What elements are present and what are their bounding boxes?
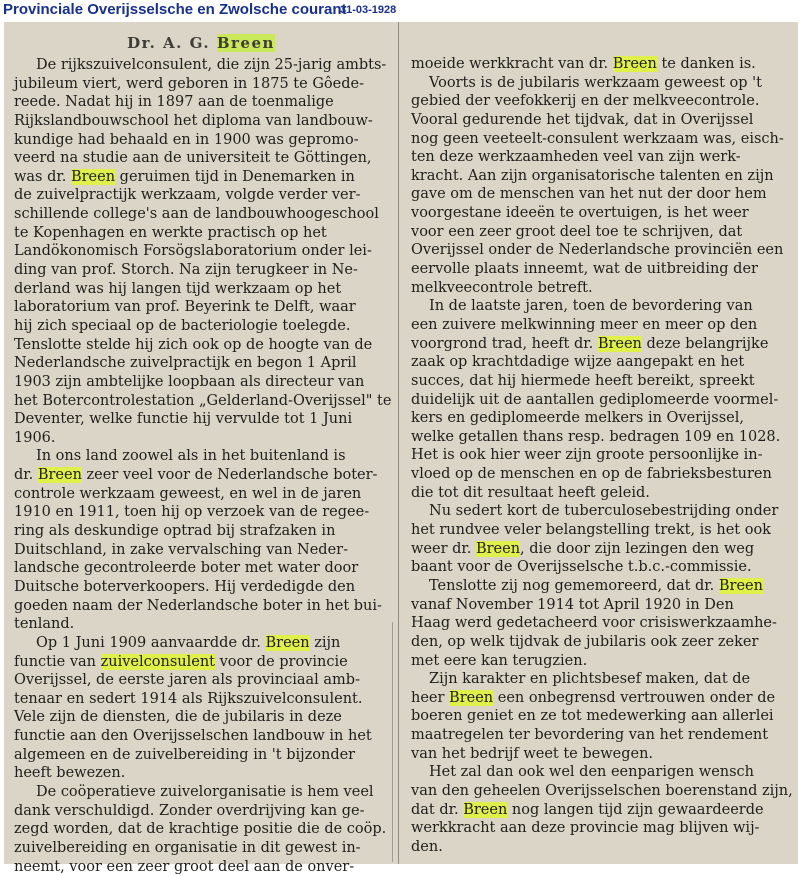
line-text: deze belangrijke <box>641 335 769 352</box>
text-line: welke getallen thans resp. bedragen 109 en 1028. <box>411 428 781 445</box>
text-line: maatregelen ter bevordering van het rendement <box>411 727 769 744</box>
line-text: dat dr. <box>411 801 464 818</box>
text-line: jubileum viert, werd geboren in 1875 te Gôede- <box>14 75 364 92</box>
article-column-left <box>4 22 398 875</box>
text-line: In de laatste jaren, toen de bevordering van <box>429 298 753 315</box>
text-line <box>399 55 798 74</box>
text-line: vanaf November 1914 tot April 1920 in Den <box>411 596 734 613</box>
text-line <box>399 801 798 820</box>
text-line: die tot dit resultaat heeft geleid. <box>411 484 650 501</box>
line-text: zijn <box>309 634 341 651</box>
text-line: Overijssel, de eerste jaren als provinciaal amb- <box>14 672 360 689</box>
text-line: tenaar en sedert 1914 als Rijkszuivelconsulent. <box>14 690 363 707</box>
newspaper-banner <box>0 0 800 22</box>
text-line: In ons land zoowel als in het buitenland is <box>36 448 346 465</box>
text-line: den. <box>411 838 443 855</box>
text-line: neemt, voor een zeer groot deel aan de onver- <box>14 858 355 875</box>
text-line: Vooral gedurende het tijdvak, dat in Overijssel <box>411 111 754 128</box>
text-line <box>399 540 798 559</box>
text-line: schillende college's aan de landbouwhoogeschool <box>14 206 379 223</box>
line-text: , die door zijn lezingen den weg <box>520 540 755 557</box>
text-line: veerd na studie aan de universiteit te Göttingen, <box>14 150 372 167</box>
line-text: functie van <box>14 653 101 670</box>
text-line: reede. Nadat hij in 1897 aan de toenmalige <box>14 94 334 111</box>
text-line: boeren geniet en ze tot medewerking aan allerlei <box>411 708 774 725</box>
highlighted-term: Breen <box>718 577 763 594</box>
text-line <box>4 634 398 653</box>
text-line: voorgestane ideeën te overtuigen, is het weer <box>411 205 749 222</box>
text-line: nog geen veeteelt-consulent werkzaam was, eisch- <box>411 130 784 147</box>
text-line: van het bedrijf weet te bewegen. <box>411 745 654 762</box>
text-line: Zijn karakter en plichtsbesef maken, dat de <box>429 671 751 688</box>
line-text: een onbegrensd vertrouwen onder de <box>493 689 776 706</box>
text-line: voor een zeer groot deel toe te schrijven, dat <box>411 223 743 240</box>
text-line: 1910 en 1911, toen hij op verzoek van de regee- <box>14 504 370 521</box>
line-text: Op 1 Juni 1909 aanvaardde dr. <box>36 634 266 651</box>
text-line: derland was hij langen tijd werkzaam op het <box>14 280 342 297</box>
text-line: zaak op krachtdadige wijze aangepakt en het <box>411 354 745 371</box>
text-line: landsche gecontroleerde boter met water door <box>14 560 359 577</box>
highlighted-term: Breen <box>70 168 116 185</box>
text-line: De coöperatieve zuivelorganisatie is hem veel <box>36 783 374 800</box>
text-line: succes, dat hij hiermede heeft bereikt, spreekt <box>411 372 755 389</box>
line-text: Tenslotte zij nog gememoreerd, dat dr. <box>429 577 719 594</box>
text-line: te Kopenhagen en werkte practisch op het <box>14 224 327 241</box>
text-line: de zuivelpractijk werkzaam, volgde verder ver- <box>14 187 361 204</box>
text-line: zegd worden, dat de krachtige positie die de coöp. <box>14 821 387 838</box>
text-line: Rijkslandbouwschool het diploma van landbouw- <box>14 112 373 129</box>
heading-name: Breen <box>216 34 275 52</box>
text-line: Overijssel onder de Nederlandsche provinciën een <box>411 242 784 259</box>
text-line: De rijkszuivelconsulent, die zijn 25-jarig ambts- <box>36 57 387 73</box>
text-line: Duitsche boterverkoopers. Hij verdedigde den <box>14 578 356 595</box>
highlighted-term: Breen <box>475 540 521 557</box>
text-line: duidelijk uit de aantallen gediplomeerde voormel- <box>411 391 779 408</box>
article-heading <box>4 34 398 52</box>
line-text: te danken is. <box>656 56 756 72</box>
line-text: voorgrond trad, heeft dr. <box>411 335 598 352</box>
highlighted-term: zuivelconsulent <box>100 653 215 670</box>
line-text: heer <box>411 689 450 706</box>
text-line: ding van prof. Storch. Na zijn terugkeer in Ne- <box>14 262 358 279</box>
text-line: het Botercontrolestation „Gelderland-Overijssel" te <box>14 392 392 409</box>
line-text: was dr. <box>14 168 71 185</box>
line-text: geruimen tijd in Denemarken in <box>115 168 355 185</box>
text-line: 1906. <box>14 429 56 446</box>
text-line: 1903 zijn ambtelijke loopbaan als directeur van <box>14 373 365 390</box>
column-text <box>4 56 398 876</box>
line-text: zeer veel voor de Nederlandsche boter- <box>81 467 378 484</box>
line-text: voor de provincie <box>215 653 348 670</box>
text-line: ten deze werkzaamheden veel van zijn werk- <box>411 149 741 166</box>
text-line: hij zich speciaal op de bacteriologie toelegde. <box>14 317 351 334</box>
text-line: met eere kan terugzien. <box>411 652 588 669</box>
text-line: Haag werd gedetacheerd voor crisiswerkzaamhe- <box>411 615 777 632</box>
highlighted-term: Breen <box>265 634 310 651</box>
text-line: baant voor de Overijsselsche t.b.c.-commissie. <box>411 559 752 576</box>
highlighted-term: Breen <box>37 467 82 484</box>
text-line: gebied der veefokkerij en der melkveecontrole. <box>411 93 760 110</box>
text-line <box>4 168 398 187</box>
newspaper-title: Provinciale Overijsselsche en Zwolsche courant <box>3 1 347 18</box>
text-line: ring als deskundige optrad bij strafzaken in <box>14 523 336 540</box>
text-line: het rundvee veler belangstelling trekt, is het ook <box>411 522 771 539</box>
text-line <box>399 689 798 708</box>
text-line: dank verschuldigd. Zonder overdrijving kan ge- <box>14 802 365 819</box>
text-line: Nederlandsche zuivelpractijk en begon 1 April <box>14 355 357 372</box>
text-line <box>399 577 798 596</box>
text-line: Landökonomisch Forsögslaboratorium onder lei- <box>14 243 372 260</box>
text-line: melkveecontrole betreft. <box>411 279 593 296</box>
text-line: van den geheelen Overijsselschen boerenstand zijn, <box>411 782 793 799</box>
text-line: kers en gediplomeerde melkers in Overijssel, <box>411 410 744 427</box>
highlighted-term: Breen <box>449 689 494 706</box>
text-line: Het is ook hier weer zijn groote persoonlijke in- <box>411 447 763 464</box>
text-line: den, op welk tijdvak de jubilaris ook zeer zeker <box>411 633 759 650</box>
highlighted-term: Breen <box>612 56 657 72</box>
text-line: Deventer, welke functie hij vervulde tot 1 Juni <box>14 411 353 428</box>
text-line: eervolle plaats inneemt, wat de uitbreiding der <box>411 261 758 278</box>
heading-prefix: Dr. A. G. <box>127 34 217 52</box>
text-line: Nu sedert kort de tuberculosebestrijding onder <box>429 503 779 520</box>
text-line <box>4 466 398 485</box>
text-line: een zuivere melkwinning meer en meer op den <box>411 316 758 333</box>
highlighted-term: Breen <box>597 335 642 352</box>
text-line: gave om de menschen van het nut der door hem <box>411 186 767 203</box>
column-text <box>399 55 798 857</box>
text-line: kundige had behaald en in 1900 was gepromo- <box>14 131 359 148</box>
line-text: dr. <box>14 467 38 484</box>
text-line <box>4 653 398 672</box>
text-line: kracht. Aan zijn organisatorische talenten en zijn <box>411 167 774 184</box>
text-line: Het zal dan ook wel den eenparigen wensch <box>429 764 755 781</box>
text-line <box>399 335 798 354</box>
article-column-right <box>399 22 798 864</box>
text-line: Tenslotte stelde hij zich ook op de hoogte van de <box>14 336 373 353</box>
newspaper-clipping <box>4 22 798 875</box>
text-line: controle werkzaam geweest, en wel in de jaren <box>14 485 362 502</box>
text-line: laboratorium van prof. Beyerink te Delft, waar <box>14 299 356 316</box>
text-line: Vele zijn de diensten, die de jubilaris in deze <box>14 709 342 726</box>
text-line: werkkracht aan deze provincie mag blijven wij- <box>411 820 760 837</box>
text-line: Duitschland, in zake vervalsching van Neder- <box>14 541 348 558</box>
text-line: algemeen en de zuivelbereiding in 't bijzonder <box>14 746 356 763</box>
text-line: zuivelbereiding en organisatie in dit gewest in- <box>14 839 361 856</box>
text-line: goeden naam der Nederlandsche boter in het bui- <box>14 597 382 614</box>
line-text: nog langen tijd zijn gewaardeerde <box>507 801 764 818</box>
highlighted-term: Breen <box>463 801 508 818</box>
text-line: Voorts is de jubilaris werkzaam geweest op 't <box>429 74 762 91</box>
line-text: weer dr. <box>411 540 476 557</box>
line-text: moeide werkkracht van dr. <box>411 56 613 72</box>
text-line: vloed op de menschen en op de fabrieksbesturen <box>411 466 772 483</box>
text-line: heeft bewezen. <box>14 765 126 782</box>
publication-date: 31-03-1928 <box>340 4 397 16</box>
text-line: tenland. <box>14 616 75 633</box>
text-line: functie aan den Overijsselschen landbouw in het <box>14 728 372 745</box>
